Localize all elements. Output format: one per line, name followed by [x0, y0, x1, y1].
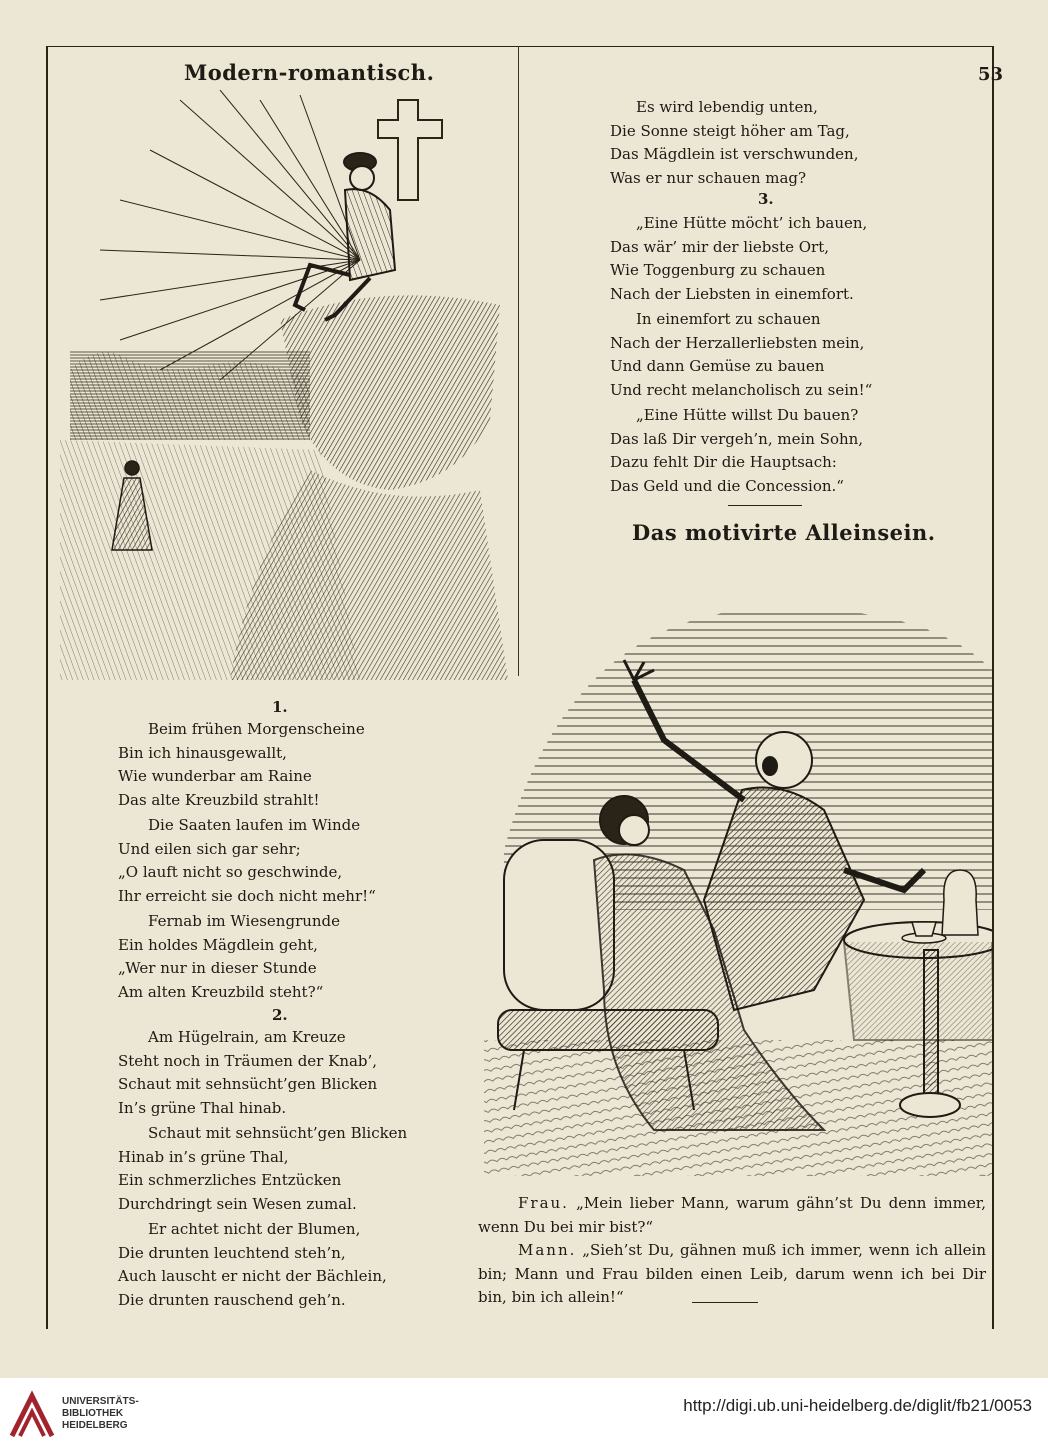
verse-line: In’s grüne Thal hinab. [118, 1098, 287, 1117]
section-number-3: 3. [758, 190, 774, 208]
verse-line: „Wer nur in dieser Stunde [118, 959, 317, 977]
verse-line: Fernab im Wiesengrunde [148, 912, 341, 930]
speaker-label: Mann. [518, 1241, 577, 1259]
library-name-line: HEIDELBERG [62, 1420, 128, 1431]
coffee-pot-icon [942, 870, 978, 935]
verse-line: Schaut mit sehnsücht’gen Blicken [148, 1124, 408, 1142]
verse-line: Nach der Herzallerliebsten mein, [610, 333, 865, 352]
dialog-text: „Sieh’st Du, gähnen muß ich immer, wenn ich allein bin; Mann und Frau bilden einen Leib, darum wenn ich bei Dir bin, bin ich allein!“ [478, 1241, 986, 1306]
verse-line: „Eine Hütte möcht’ ich bauen, [636, 214, 868, 232]
verse-line: In einemfort zu schauen [636, 310, 821, 328]
illustration-yawning-husband [484, 570, 992, 1176]
closing-rule [692, 1302, 758, 1303]
verse-line: Nach der Liebsten in einemfort. [610, 284, 854, 303]
verse-line: Was er nur schauen mag? [610, 168, 807, 187]
verse-line: Dazu fehlt Dir die Hauptsach: [610, 453, 837, 471]
verse-line: Steht noch in Träumen der Knab’, [118, 1051, 378, 1070]
verse-line: Auch lauscht er nicht der Bächlein, [118, 1267, 387, 1285]
verse-line: Und eilen sich gar sehr; [118, 839, 301, 858]
library-logo-icon [6, 1390, 58, 1442]
verse-line: Es wird lebendig unten, [636, 98, 818, 116]
wayside-cross-icon [378, 100, 442, 200]
bleed-through-text [540, 60, 700, 80]
dialog-text: „Mein lieber Mann, warum gähn’st Du denn immer, wenn Du bei mir bist?“ [478, 1194, 986, 1236]
verse-line: Wie Toggenburg zu schauen [610, 261, 826, 279]
verse-line: Und recht melancholisch zu sein!“ [610, 380, 873, 399]
verse-line: Ihr erreicht sie doch nicht mehr!“ [118, 886, 376, 905]
separator-rule [728, 505, 802, 506]
verse-line: „O lauft nicht so geschwinde, [118, 863, 343, 881]
verse-line: Das laß Dir vergeh’n, mein Sohn, [610, 429, 864, 448]
verse-line: Die Sonne steigt höher am Tag, [610, 121, 850, 140]
verse-line: Schaut mit sehnsücht’gen Blicken [118, 1075, 378, 1093]
verse-line: Durchdringt sein Wesen zumal. [118, 1194, 357, 1213]
verse-line: Bin ich hinausgewallt, [118, 743, 287, 762]
verse-line: Und dann Gemüse zu bauen [610, 357, 825, 375]
footer-bar [0, 1378, 1048, 1456]
digital-library-link[interactable]: http://digi.ub.uni-heidelberg.de/diglit/fb21/0053 [683, 1396, 1032, 1415]
dialog-line-wife [478, 1192, 986, 1239]
page-number: 53 [978, 64, 1004, 85]
verse-line: Die drunten rauschend geh’n. [118, 1290, 346, 1309]
library-name [62, 1396, 139, 1432]
speaker-label: Frau. [518, 1194, 569, 1212]
verse-line: Das Geld und die Concession.“ [610, 476, 844, 495]
dialog-line-husband [478, 1239, 986, 1310]
verse-line: Ein holdes Mägdlein geht, [118, 935, 318, 954]
verse-line: „Eine Hütte willst Du bauen? [636, 406, 859, 424]
verse-line: Das alte Kreuzbild strahlt! [118, 790, 320, 809]
illustration-wanderer-on-rock [60, 90, 508, 680]
verse-line: Am Hügelrain, am Kreuze [148, 1028, 346, 1046]
verse-line: Die drunten leuchtend steh’n, [118, 1243, 346, 1262]
verse-line: Hinab in’s grüne Thal, [118, 1147, 289, 1166]
section-number-2: 2. [272, 1006, 288, 1024]
poem-title: Modern-romantisch. [184, 60, 435, 85]
verse-line: Ein schmerzliches Entzücken [118, 1171, 342, 1189]
dialog-block [478, 1192, 986, 1310]
library-name-line: BIBLIOTHEK [62, 1408, 124, 1419]
verse-line: Er achtet nicht der Blumen, [148, 1220, 361, 1238]
section-number-1: 1. [272, 698, 288, 716]
verse-line: Das Mägdlein ist verschwunden, [610, 145, 859, 163]
verse-line: Am alten Kreuzbild steht?“ [118, 982, 324, 1001]
verse-line: Das wär’ mir der liebste Ort, [610, 237, 830, 256]
verse-line: Beim frühen Morgenscheine [148, 720, 365, 738]
verse-line: Wie wunderbar am Raine [118, 767, 312, 785]
section-title: Das motivirte Alleinsein. [632, 520, 936, 545]
verse-line: Die Saaten laufen im Winde [148, 816, 361, 834]
library-name-line: UNIVERSITÄTS- [62, 1396, 139, 1407]
